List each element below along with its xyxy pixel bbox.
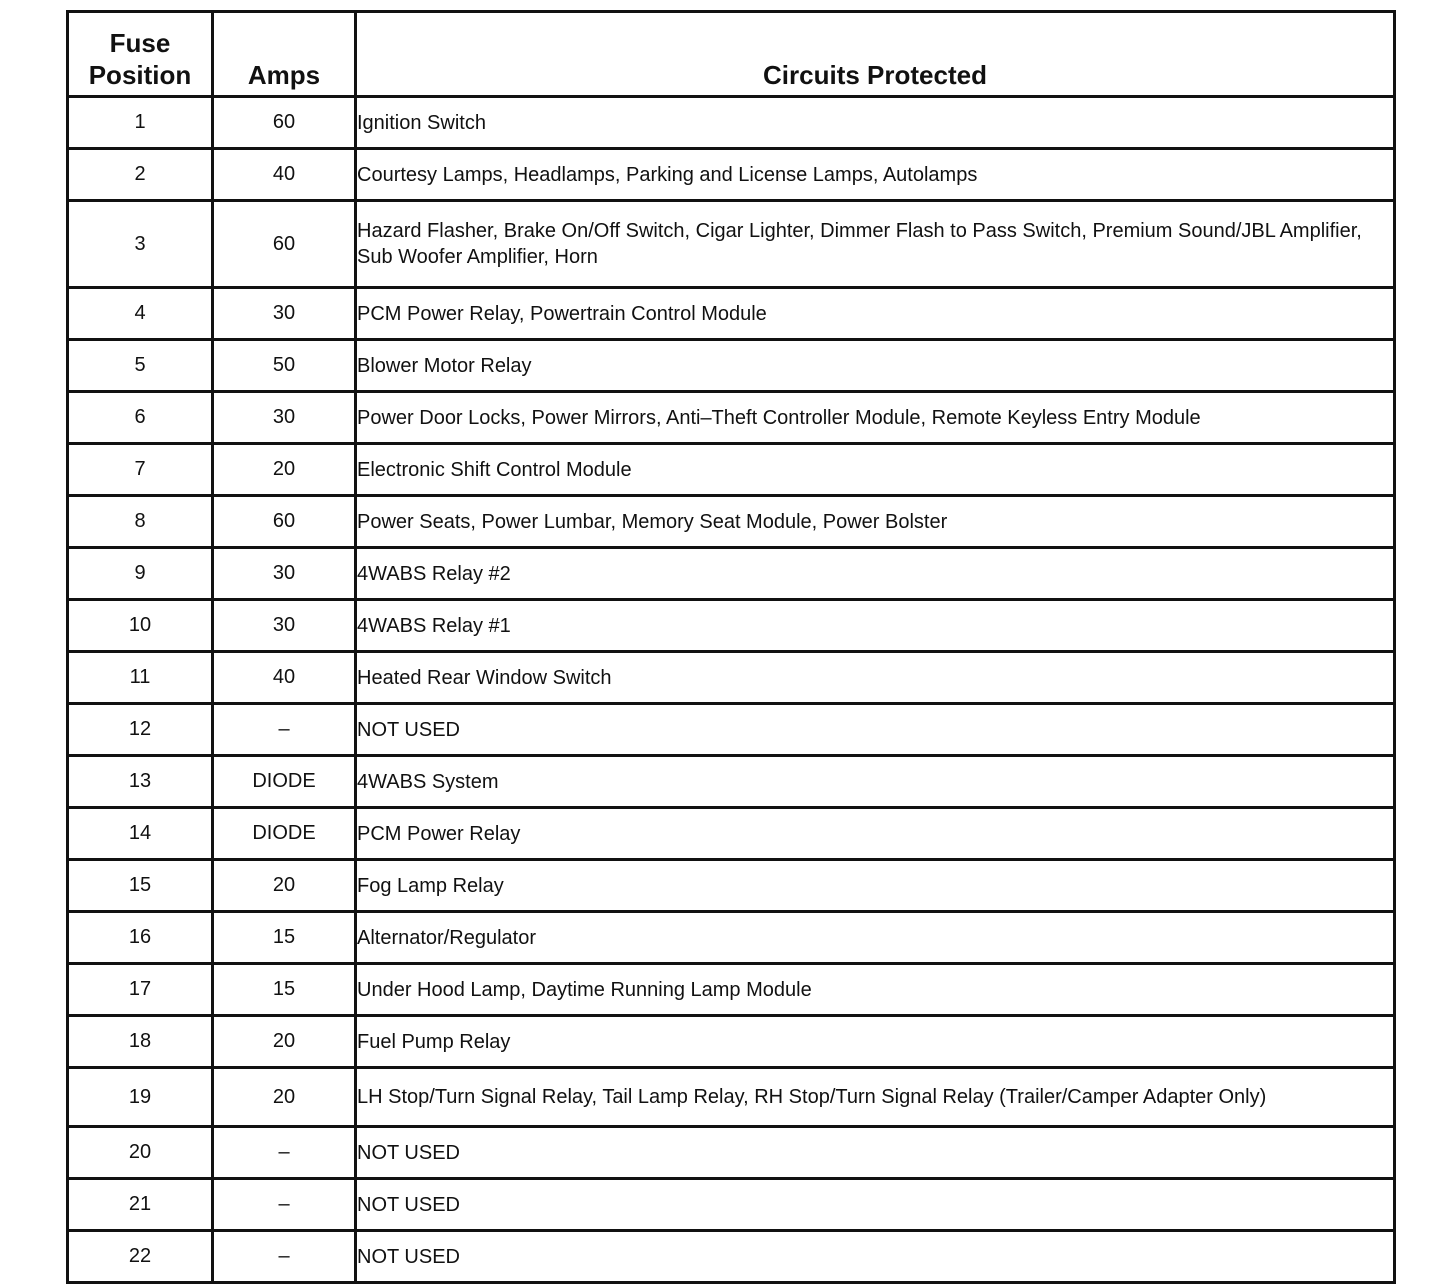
amps-cell: 15 xyxy=(213,912,356,964)
amps-cell: 40 xyxy=(213,652,356,704)
fuse-position-cell: 6 xyxy=(68,392,213,444)
amps-cell: – xyxy=(213,1179,356,1231)
amps-cell: 30 xyxy=(213,600,356,652)
fuse-position-cell: 9 xyxy=(68,548,213,600)
circuits-cell: Courtesy Lamps, Headlamps, Parking and License Lamps, Autolamps xyxy=(356,149,1395,201)
circuits-cell: Fuel Pump Relay xyxy=(356,1016,1395,1068)
circuits-cell: Power Seats, Power Lumbar, Memory Seat Module, Power Bolster xyxy=(356,496,1395,548)
fuse-position-cell: 22 xyxy=(68,1231,213,1283)
table-row xyxy=(68,704,1395,756)
table-row xyxy=(68,1016,1395,1068)
table-row xyxy=(68,1231,1395,1283)
circuits-cell: Fog Lamp Relay xyxy=(356,860,1395,912)
header-circuits-protected: Circuits Protected xyxy=(356,12,1395,97)
table-row xyxy=(68,912,1395,964)
circuits-cell: Under Hood Lamp, Daytime Running Lamp Module xyxy=(356,964,1395,1016)
header-fuse-position: Fuse Position xyxy=(68,12,213,97)
table-row xyxy=(68,964,1395,1016)
table-row xyxy=(68,1068,1395,1127)
amps-cell: 50 xyxy=(213,340,356,392)
fuse-table xyxy=(66,10,1396,1284)
fuse-position-cell: 4 xyxy=(68,288,213,340)
table-row xyxy=(68,340,1395,392)
fuse-position-cell: 5 xyxy=(68,340,213,392)
circuits-cell: LH Stop/Turn Signal Relay, Tail Lamp Relay, RH Stop/Turn Signal Relay (Trailer/Camper Adapter Only) xyxy=(356,1068,1395,1127)
circuits-cell: 4WABS System xyxy=(356,756,1395,808)
table-row xyxy=(68,548,1395,600)
fuse-position-cell: 10 xyxy=(68,600,213,652)
table-row xyxy=(68,288,1395,340)
circuits-cell: Electronic Shift Control Module xyxy=(356,444,1395,496)
fuse-position-cell: 21 xyxy=(68,1179,213,1231)
circuits-cell: Alternator/Regulator xyxy=(356,912,1395,964)
amps-cell: 60 xyxy=(213,97,356,149)
fuse-position-cell: 15 xyxy=(68,860,213,912)
fuse-position-cell: 7 xyxy=(68,444,213,496)
fuse-position-cell: 18 xyxy=(68,1016,213,1068)
amps-cell: DIODE xyxy=(213,808,356,860)
table-row xyxy=(68,496,1395,548)
table-row xyxy=(68,1179,1395,1231)
amps-cell: 20 xyxy=(213,1068,356,1127)
fuse-position-cell: 8 xyxy=(68,496,213,548)
circuits-cell: 4WABS Relay #2 xyxy=(356,548,1395,600)
circuits-cell: Power Door Locks, Power Mirrors, Anti–Theft Controller Module, Remote Keyless Entry Module xyxy=(356,392,1395,444)
fuse-position-cell: 17 xyxy=(68,964,213,1016)
circuits-cell: Heated Rear Window Switch xyxy=(356,652,1395,704)
amps-cell: 20 xyxy=(213,444,356,496)
table-body xyxy=(68,97,1395,1283)
amps-cell: 60 xyxy=(213,201,356,288)
header-amps: Amps xyxy=(213,12,356,97)
circuits-cell: Ignition Switch xyxy=(356,97,1395,149)
table-header xyxy=(68,12,1395,97)
circuits-cell: 4WABS Relay #1 xyxy=(356,600,1395,652)
amps-cell: – xyxy=(213,704,356,756)
table-row xyxy=(68,652,1395,704)
table-row xyxy=(68,97,1395,149)
header-row xyxy=(68,12,1395,97)
circuits-cell: PCM Power Relay, Powertrain Control Module xyxy=(356,288,1395,340)
amps-cell: 20 xyxy=(213,860,356,912)
circuits-cell: NOT USED xyxy=(356,1231,1395,1283)
amps-cell: 30 xyxy=(213,288,356,340)
fuse-position-cell: 14 xyxy=(68,808,213,860)
amps-cell: 20 xyxy=(213,1016,356,1068)
fuse-position-cell: 16 xyxy=(68,912,213,964)
table-row xyxy=(68,808,1395,860)
amps-cell: DIODE xyxy=(213,756,356,808)
fuse-position-cell: 12 xyxy=(68,704,213,756)
fuse-position-cell: 20 xyxy=(68,1127,213,1179)
amps-cell: 30 xyxy=(213,548,356,600)
table-row xyxy=(68,392,1395,444)
fuse-position-cell: 11 xyxy=(68,652,213,704)
table-row xyxy=(68,444,1395,496)
amps-cell: 30 xyxy=(213,392,356,444)
table-row xyxy=(68,600,1395,652)
circuits-cell: NOT USED xyxy=(356,1179,1395,1231)
amps-cell: – xyxy=(213,1231,356,1283)
amps-cell: 60 xyxy=(213,496,356,548)
circuits-cell: NOT USED xyxy=(356,1127,1395,1179)
circuits-cell: NOT USED xyxy=(356,704,1395,756)
circuits-cell: PCM Power Relay xyxy=(356,808,1395,860)
fuse-position-cell: 1 xyxy=(68,97,213,149)
fuse-position-cell: 2 xyxy=(68,149,213,201)
table-row xyxy=(68,756,1395,808)
table-row xyxy=(68,1127,1395,1179)
fuse-position-cell: 3 xyxy=(68,201,213,288)
amps-cell: 15 xyxy=(213,964,356,1016)
circuits-cell: Hazard Flasher, Brake On/Off Switch, Cigar Lighter, Dimmer Flash to Pass Switch, Premium Sound/JBL Amplifier, Sub Woofer Amplifier, Horn xyxy=(356,201,1395,288)
table-row xyxy=(68,860,1395,912)
circuits-cell: Blower Motor Relay xyxy=(356,340,1395,392)
fuse-position-cell: 13 xyxy=(68,756,213,808)
fuse-position-cell: 19 xyxy=(68,1068,213,1127)
amps-cell: – xyxy=(213,1127,356,1179)
amps-cell: 40 xyxy=(213,149,356,201)
table-row xyxy=(68,201,1395,288)
table-row xyxy=(68,149,1395,201)
